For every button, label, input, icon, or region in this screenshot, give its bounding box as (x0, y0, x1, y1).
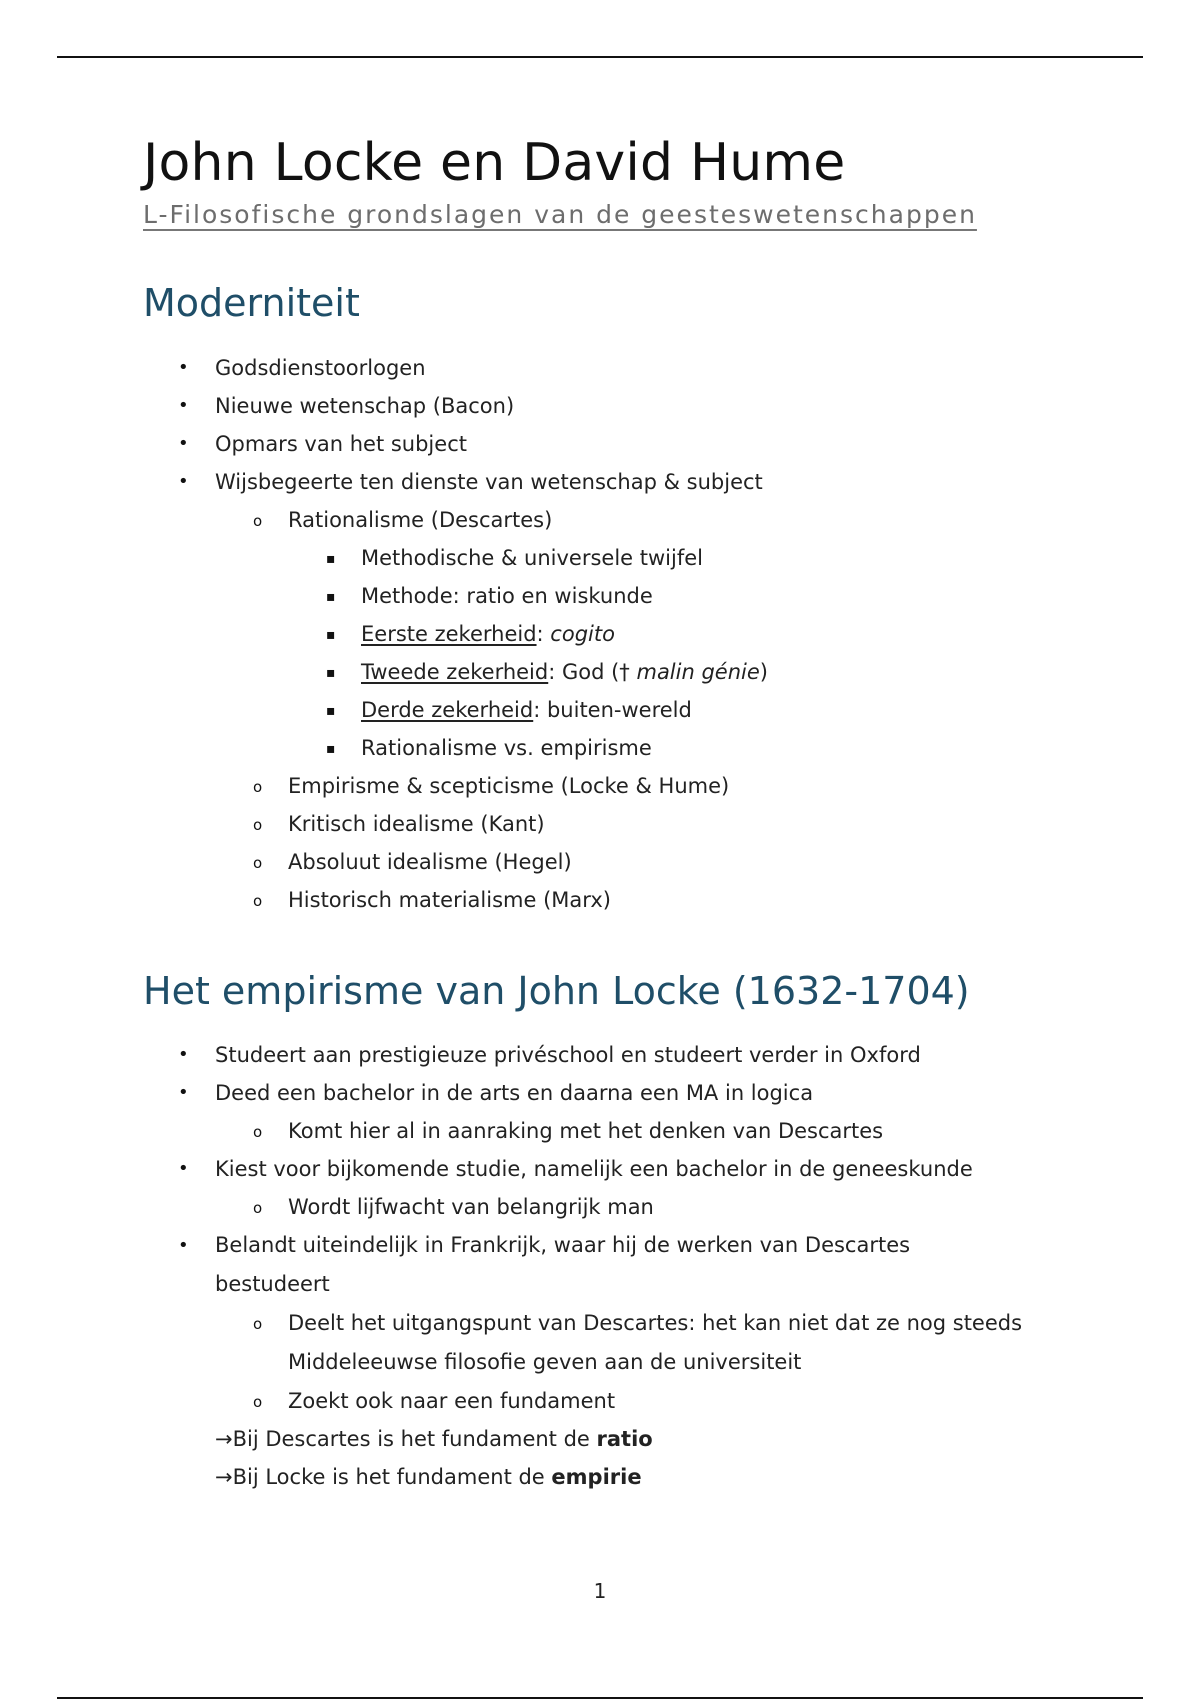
square-bullet-icon: ▪ (326, 550, 336, 567)
list-item: ▪ Eerste zekerheid: cogito (143, 615, 1073, 653)
locke-list (143, 1036, 1073, 1420)
list-item: o Empirisme & scepticisme (Locke & Hume) (143, 767, 1073, 805)
document-body (143, 135, 1073, 1496)
list-item: ▪ Rationalisme vs. empirisme (143, 729, 1073, 767)
circle-bullet-icon: o (253, 815, 263, 834)
bullet-icon: • (178, 432, 189, 454)
list-item: o Wordt lijfwacht van belangrijk man (143, 1188, 1073, 1226)
term-eerste-zekerheid: Eerste zekerheid (361, 621, 537, 646)
bullet-icon: • (178, 1235, 189, 1257)
list-item: o Historisch materialisme (Marx) (143, 881, 1073, 919)
circle-bullet-icon: o (253, 853, 263, 872)
list-item: • Godsdienstoorlogen (143, 349, 1073, 387)
heading-moderniteit: Moderniteit (143, 281, 360, 326)
list-item: • Deed een bachelor in de arts en daarna een MA in logica (143, 1074, 1073, 1112)
bullet-icon: • (178, 356, 189, 378)
list-item: • Kiest voor bijkomende studie, namelijk een bachelor in de geneeskunde (143, 1150, 1073, 1188)
circle-bullet-icon: o (253, 777, 263, 796)
list-item: • Wijsbegeerte ten dienste van wetenschap & subject (143, 463, 1073, 501)
heading-locke: Het empirisme van John Locke (1632-1704) (143, 968, 970, 1013)
square-bullet-icon: ▪ (326, 702, 336, 719)
bullet-icon: • (178, 1158, 189, 1180)
bullet-icon: • (178, 394, 189, 416)
list-item: ▪ Methode: ratio en wiskunde (143, 577, 1073, 615)
list-item: o Komt hier al in aanraking met het denken van Descartes (143, 1112, 1073, 1150)
bullet-icon: • (178, 1044, 189, 1066)
list-item: ▪ Derde zekerheid: buiten-wereld (143, 691, 1073, 729)
bullet-icon: • (178, 470, 189, 492)
arrow-note-locke: →Bij Locke is het fundament de empirie (215, 1465, 642, 1490)
circle-bullet-icon: o (253, 511, 263, 530)
list-item: o Deelt het uitgangspunt van Descartes: het kan niet dat ze nog steeds Middeleeuwse filosofie geven aan de universiteit (143, 1304, 1128, 1382)
page-number: 1 (593, 1579, 607, 1603)
document-subtitle: L-Filosofische grondslagen van de geesteswetenschappen (143, 200, 977, 230)
list-item: • Belandt uiteindelijk in Frankrijk, waar hij de werken van Descartes bestudeert (143, 1226, 975, 1304)
list-item: • Studeert aan prestigieuze privéschool en studeert verder in Oxford (143, 1036, 1073, 1074)
square-bullet-icon: ▪ (326, 664, 336, 681)
list-item: ▪ Methodische & universele twijfel (143, 539, 1073, 577)
document-title: John Locke en David Hume (143, 133, 846, 193)
list-item: • Opmars van het subject (143, 425, 1073, 463)
header-rule (57, 56, 1143, 58)
square-bullet-icon: ▪ (326, 626, 336, 643)
square-bullet-icon: ▪ (326, 740, 336, 757)
circle-bullet-icon: o (253, 1393, 263, 1412)
term-tweede-zekerheid: Tweede zekerheid (361, 659, 549, 684)
list-item: o Kritisch idealisme (Kant) (143, 805, 1073, 843)
circle-bullet-icon: o (253, 891, 263, 910)
moderniteit-list (143, 349, 1073, 919)
list-item: o Rationalisme (Descartes) (143, 501, 1073, 539)
circle-bullet-icon: o (253, 1123, 263, 1142)
arrow-note-descartes: →Bij Descartes is het fundament de ratio (215, 1427, 653, 1452)
circle-bullet-icon: o (253, 1315, 263, 1334)
bullet-icon: • (178, 1082, 189, 1104)
list-item: o Zoekt ook naar een fundament (143, 1382, 1073, 1420)
term-derde-zekerheid: Derde zekerheid (361, 697, 534, 722)
list-item: o Absoluut idealisme (Hegel) (143, 843, 1073, 881)
list-item: ▪ Tweede zekerheid: God († malin génie) (143, 653, 1073, 691)
list-item: • Nieuwe wetenschap (Bacon) (143, 387, 1073, 425)
footer-rule (57, 1697, 1143, 1699)
circle-bullet-icon: o (253, 1199, 263, 1218)
square-bullet-icon: ▪ (326, 588, 336, 605)
